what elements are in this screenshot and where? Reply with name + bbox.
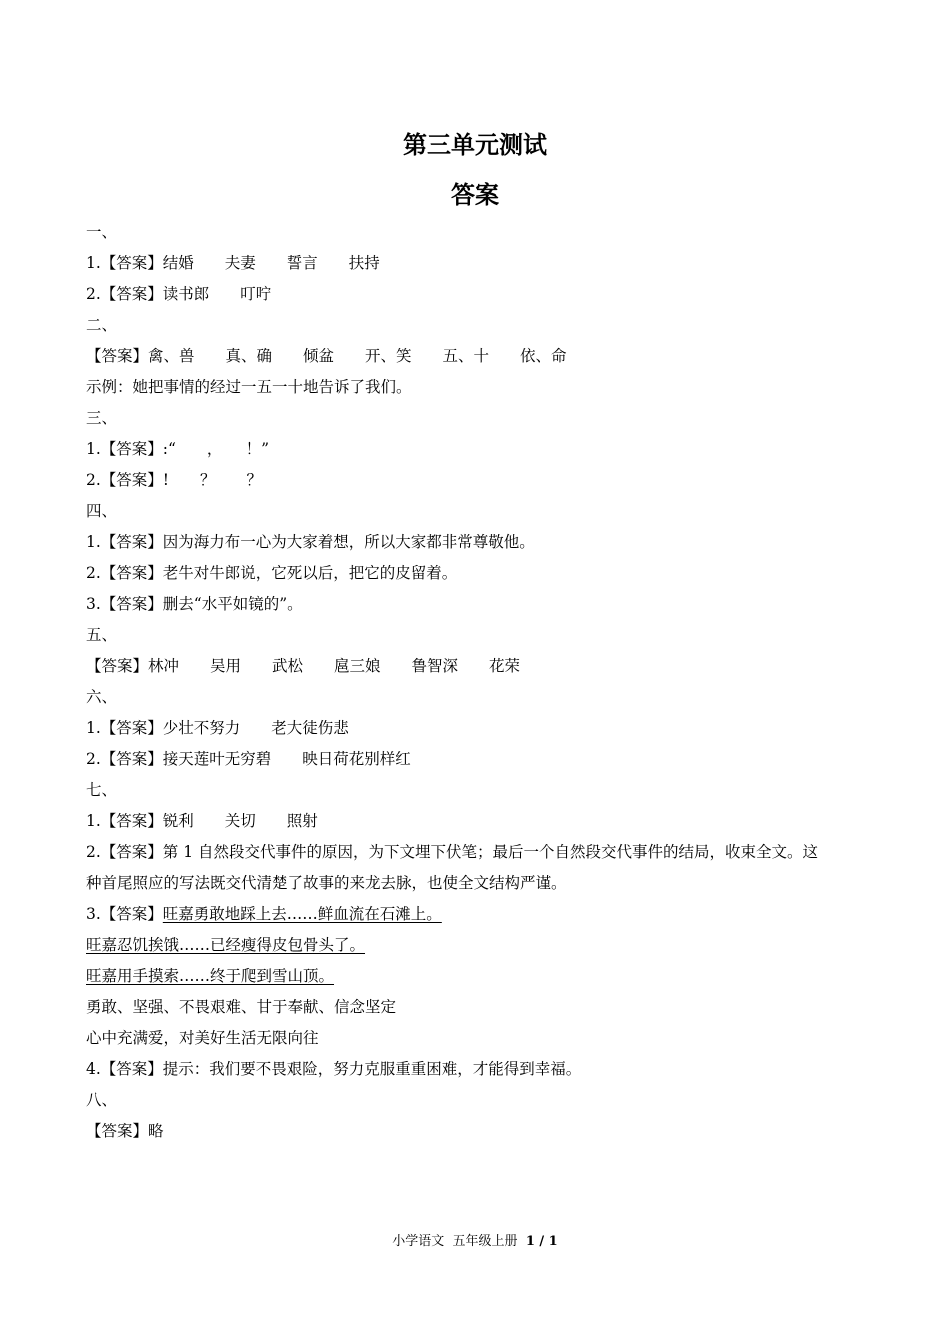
- footer-grade: 五年级上册: [452, 1234, 518, 1249]
- answer-line: 2.【答案】读书郎 叮咛: [86, 285, 272, 303]
- answer-line: 2.【答案】第 1 自然段交代事件的原因，为下文埋下伏笔；最后一个自然段交代事件的结局，收束全文。这: [86, 843, 819, 861]
- section-heading: 二、: [86, 316, 118, 334]
- section-heading: 五、: [86, 626, 118, 644]
- answer-line: 2.【答案】! ？ ？: [86, 471, 263, 489]
- answer-line: 1.【答案】少壮不努力 老大徒伤悲: [86, 719, 349, 737]
- answer-line: 1.【答案】:“ ， ！”: [86, 440, 270, 458]
- answer-line: 4.【答案】提示：我们要不畏艰险，努力克服重重困难，才能得到幸福。: [86, 1060, 582, 1078]
- footer-subject: 小学语文: [392, 1234, 445, 1249]
- answer-line: 1.【答案】结婚 夫妻 誓言 扶持: [86, 254, 380, 272]
- section-heading: 四、: [86, 502, 118, 520]
- answer-line: 1.【答案】锐利 关切 照射: [86, 812, 318, 830]
- answer-line: 2.【答案】老牛对牛郎说，它死以后，把它的皮留着。: [86, 564, 458, 582]
- answer-line: 示例：她把事情的经过一五一十地告诉了我们。: [86, 378, 412, 396]
- answer-line: 【答案】略: [86, 1122, 164, 1140]
- section-heading: 三、: [86, 409, 118, 427]
- answer-line: 1.【答案】因为海力布一心为大家着想，所以大家都非常尊敬他。: [86, 533, 535, 551]
- page-footer: [0, 1230, 950, 1249]
- section-heading: 七、: [86, 781, 118, 799]
- answer-line: 3.【答案】删去“水平如镜的”。: [86, 595, 303, 613]
- answer-line: 心中充满爱，对美好生活无限向往: [86, 1029, 319, 1047]
- page-subtitle: 答案: [451, 180, 499, 209]
- answer-line: [86, 904, 442, 924]
- section-heading: 一、: [86, 223, 118, 241]
- page-title: 第三单元测试: [403, 130, 547, 159]
- underlined-text: 旺嘉忍饥挨饿……已经瘦得皮包骨头了。: [86, 936, 366, 954]
- answer-line: 2.【答案】接天莲叶无穷碧 映日荷花别样红: [86, 750, 411, 768]
- underlined-text: 旺嘉勇敢地踩上去……鲜血流在石滩上。: [162, 905, 442, 923]
- answer-line: 勇敢、坚强、不畏艰难、甘于奉献、信念坚定: [86, 998, 397, 1016]
- section-heading: 六、: [86, 688, 118, 706]
- section-heading: 八、: [86, 1091, 118, 1109]
- answer-line: 种首尾照应的写法既交代清楚了故事的来龙去脉，也使全文结构严谨。: [86, 874, 567, 892]
- answer-label: 3.【答案】: [86, 905, 163, 923]
- answer-line: 【答案】林冲 吴用 武松 扈三娘 鲁智深 花荣: [86, 657, 521, 675]
- page-number: 1 / 1: [525, 1234, 558, 1249]
- answer-line: 【答案】禽、兽 真、确 倾盆 开、笑 五、十 依、命: [86, 347, 567, 365]
- underlined-text: 旺嘉用手摸索……终于爬到雪山顶。: [86, 967, 335, 985]
